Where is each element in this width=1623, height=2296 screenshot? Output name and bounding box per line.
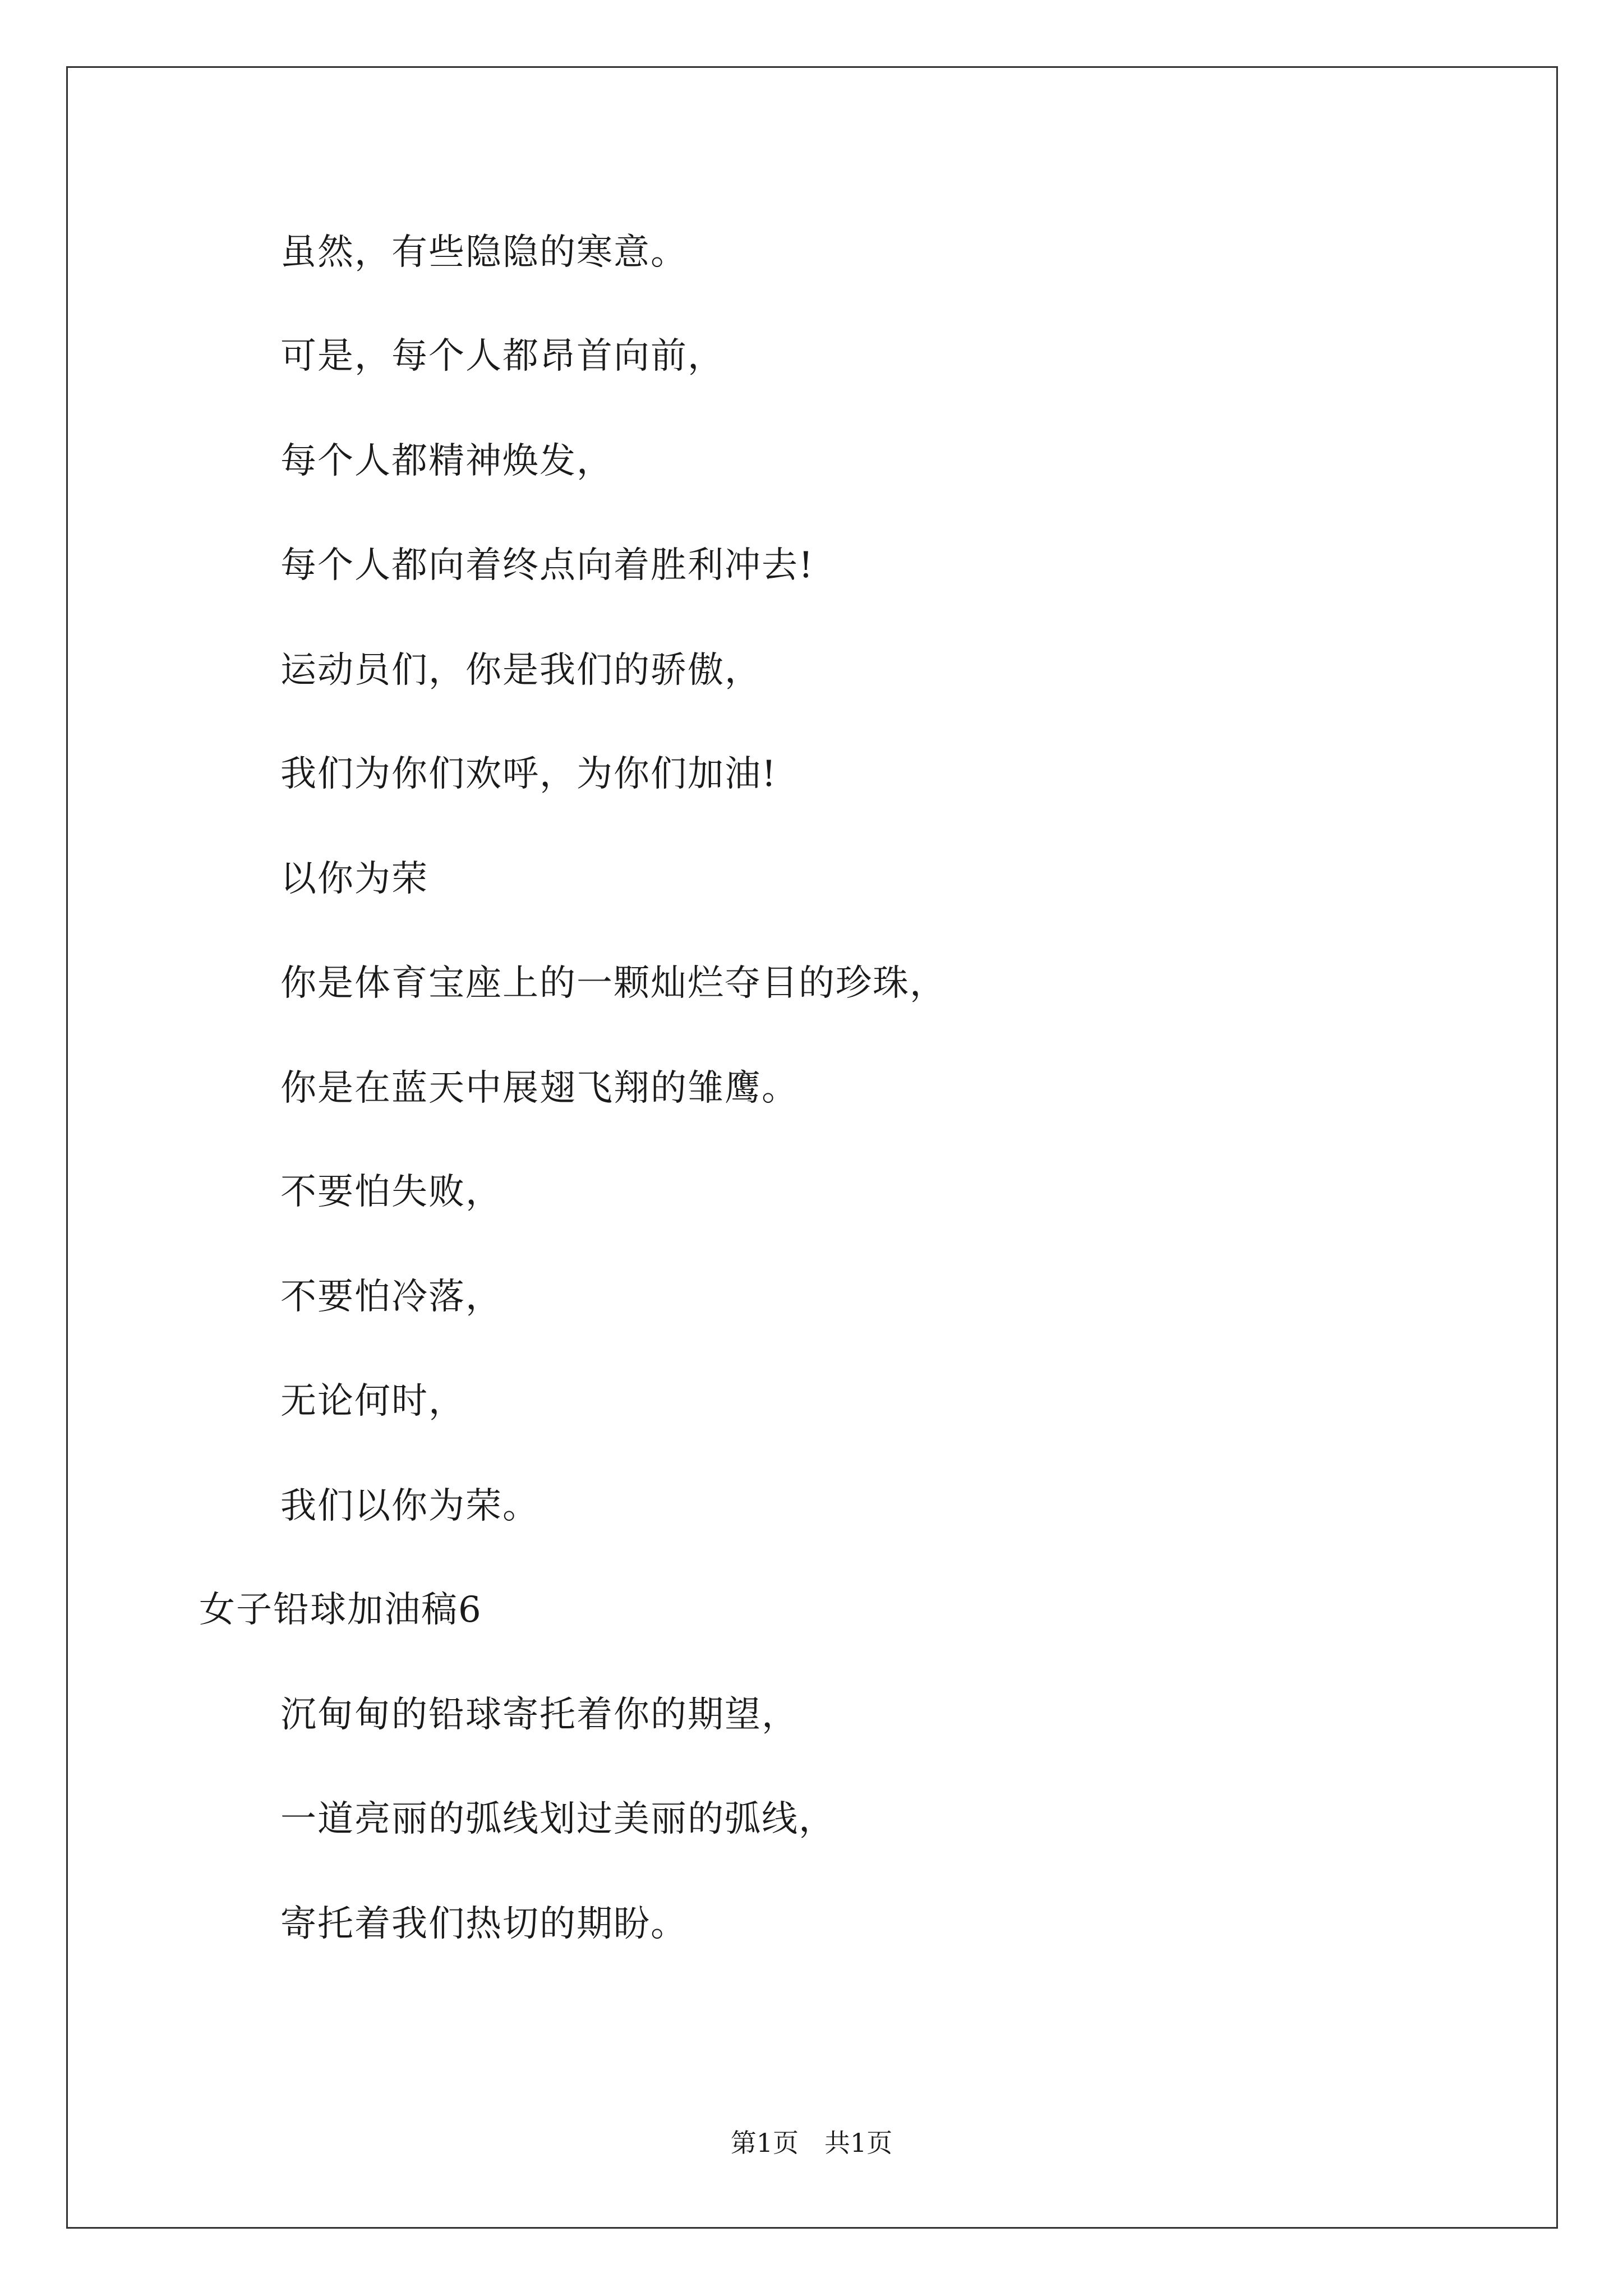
text-line: 我们为你们欢呼，为你们加油! — [280, 753, 777, 795]
text-line: 虽然，有些隐隐的寒意。 — [280, 232, 688, 273]
text-line: 沉甸甸的铅球寄托着你的期望， — [280, 1694, 799, 1736]
text-line: 无论何时， — [280, 1381, 465, 1422]
text-line: 以你为荣 — [280, 858, 428, 900]
text-line: 不要怕冷落， — [280, 1276, 502, 1318]
text-line: 可是，每个人都昂首向前， — [280, 335, 725, 377]
page-footer: 第1页 共1页 — [730, 2128, 893, 2158]
text-line: 我们以你为荣。 — [280, 1485, 540, 1527]
text-line: 寄托着我们热切的期盼。 — [280, 1903, 688, 1945]
text-line: 一道亮丽的弧线划过美丽的弧线， — [280, 1798, 836, 1840]
text-line: 不要怕失败， — [280, 1171, 502, 1213]
text-line: 每个人都精神焕发， — [280, 440, 614, 482]
text-line: 你是体育宝座上的一颗灿烂夺目的珍珠， — [280, 963, 947, 1004]
text-line: 你是在蓝天中展翅飞翔的雏鹰。 — [280, 1068, 799, 1109]
section-heading: 女子铅球加油稿6 — [199, 1589, 482, 1631]
text-line: 运动员们，你是我们的骄傲， — [280, 650, 762, 691]
text-line: 每个人都向着终点向着胜利冲去! — [280, 545, 814, 586]
